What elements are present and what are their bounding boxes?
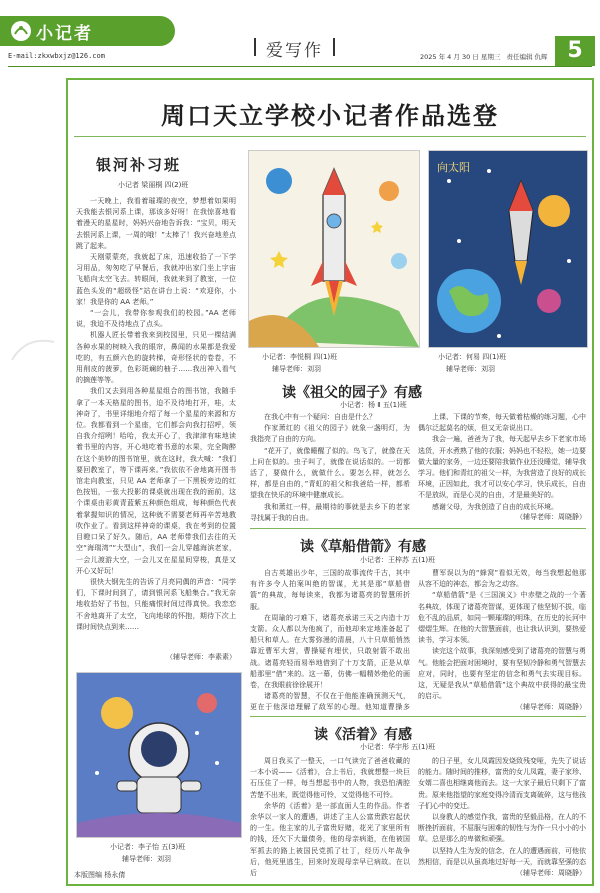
article-3-col-2 xyxy=(418,568,586,700)
paragraph: 的日子里，女儿凤霞因发烧致残变哑，先失了说话的能力。随时间的推移，富贵的女儿凤霞，妻子家珍、女婿二喜也相继离他而去。这一大家子最后只剩下了富贵。原来他指望的家庭变得冷清而支离破碎，这与他孩子们心中的变迁。 xyxy=(418,757,586,810)
header-divider xyxy=(8,66,592,67)
paragraph: “草船借箭”是《三国演义》中赤壁之战的一个著名典故，体现了诸葛亮智谋，更体现了他坚韧不拔，临危不乱的品质，如同一颗璀璨的明珠，在历史的长河中熠熠生辉。在他的大智慧面前，也让我认识到，要热爱读书，学习本领。 xyxy=(418,591,586,645)
drawing-3-author: 小记者：李子怡 五(3)班 xyxy=(110,843,186,851)
paragraph: 很快大钢先生的告诉了月亮同偶的声音：“同学们，下课时间到了，请到银河系飞船集合。”我无奈地收拾好了书包，只能痛恨时间过得真快。我恋恋不舍地离开了太空，飞向地球的怀抱，期待下次上课时间快点到来…… xyxy=(76,577,236,631)
paragraph: 天刚蒙蒙亮，我就起了床，迅速收拾了一下学习用品，匆匆吃了早餐后，我就冲出家门坐上宇宙飞船向太空飞去。转眼间，我就来到了教室，一位蓝色头发的“超级怪”站在讲台上说：“欢迎你，小家！我是你的 AA 老师。” xyxy=(76,253,236,306)
article-3-byline: 小记者：王梓苏 五(1)班 xyxy=(360,556,436,564)
drawing-2-sign: 向太阳 xyxy=(437,161,470,174)
article-2-byline: 小记者：杨 Ⅱ 五(1)班 xyxy=(340,401,407,409)
paragraph: 作家萧红的《祖父的园子》就象一盏明灯，为我指亮了自由的方向。 xyxy=(250,424,410,444)
article-4-tutor: （辅导老师：周晓静） xyxy=(516,869,586,877)
paragraph: 我会一遍，爸爸为了我，每天起早去乡下老家市场选货，开水煮熟了他的衣服；妈妈也不轻松，她一边要做大量的家务，一边还要陪我做作业还没睡觉，辅导我学习。他们和青红的祖父一样，为我营造了良好的成长环境，正因如此，我才可以安心学习，快乐成长，自由不是放纵，而是心灵的自由，才是最美好的。 xyxy=(418,435,586,500)
drawing-3-tutor: 辅导老师：刘羽 xyxy=(122,855,171,863)
paragraph: 曹军误以为的“蜂窝”看似无效，每当我想起他那从容不迫的神态，都会为之动容。 xyxy=(418,569,586,589)
drawing-rocket xyxy=(248,150,420,348)
paragraph: 上课、下课的节奏，每天做着枯燥的练习题，心中偶尔泛起莫名的烦，但又无奈说出口。 xyxy=(418,413,586,433)
title-divider xyxy=(74,136,586,137)
brand-banner xyxy=(0,16,175,46)
email-address: E-mail:zkxwbxjz@126.com xyxy=(8,52,105,60)
paragraph: 诸葛亮的智慧，不仅在于他能准确预测天气，更在于他深谙理解了敌军的心理。他知道曹操多 xyxy=(250,692,410,712)
article-3-col-1 xyxy=(250,568,410,712)
paragraph: 我们又去到用各种星星组合的图书馆，我随手拿了一本天格星的图书，迫不及待地打开，哇，太神奇了，书里详细地介绍了每一个星星的来源和方位。我都看到一个星座，它们都会向我打招呼，领自我介绍咧！哈哈，我太开心了，我津津有味地读着书里的内容，开心地吃着书意的水果，完全陶醉在这个美妙的图书馆里，就在这时，我大喊：“我们要回教室了，等下课再来。”我依依不舍地离开图书馆走向教室，只见 AA 老师拿了一下黑板旁边的红色按钮，一张大投影的课桌就出现在我的面前，这个课桌由彩黄青蓝紫五种颜色组成，每种颜色代表着掌握知识的情况，这种就不需要老师再辛苦地教吹作业了。看到这样神奇的课桌，我在考到的位置目瞪口呆了好久。随后，AA 老师带我们去往的天空“海瑞湾”“大型山”，我们一会儿穿越海滨老家，一会儿渡游大空，一会儿又在星星间穿梭，真是又开心又好玩！ xyxy=(76,387,236,575)
paragraph: 在我心中有一个疑问：自由是什么？ xyxy=(264,413,376,421)
brand-title: 小记者 xyxy=(36,24,93,44)
article-3-tutor: （辅导老师：周晓静） xyxy=(516,703,586,711)
paragraph: “一会儿，我带你参观我们的校园。”AA 老师说，我迫不及待地点了点头。 xyxy=(76,309,236,329)
paragraph: 读完这个故事，我深刻感受到了诸葛亮的智慧与勇气。他能会把面对困境时，要有坚韧冷静和勇气智慧去应对，同时，也要有坚定的信念和勇气去实现目标。这，无疑是我从“草船借箭”这个典故中获得的最宝贵的启示。 xyxy=(418,647,586,700)
paragraph: “花开了，就像睡醒了似的。鸟飞了，就像在天上问在似的。虫子叫了，就像在说话似的。一切都活了，要做什么，就做什么。要怎么样，就怎么样，都是自由的，”青虹的祖父和我爸给一样，都希望我在快乐的环境中健康成长。 xyxy=(250,446,410,500)
article-2-col-2 xyxy=(418,412,586,512)
drawing-astronaut xyxy=(76,672,242,838)
paragraph: 自古英雄出少年，三国的故事流传千古，其中有许多令人拍案叫绝的智谋，尤其是那“草船借箭”的典故，每每读来，我都为诸葛亮的智慧所折服。 xyxy=(250,569,410,611)
paragraph: 机器人匠长带着我来到校园里，只见一棵结满各种水果的树映入我的眼帘，鼻闻的水果都是我爱吃的，有五颜六色的旋转梯，奇形怪状的卷卷，不用削皮的菠萝，色彩斑斓的柚子……我出神入看气的摘莲等等。 xyxy=(76,331,236,385)
paragraph: 以身教人的感觉作我，富贵的坚毅品格，在人的不断挫折面前，不屈服与困难的韧性与为作一只小小的小草。总是那么的卑微和顽强。 xyxy=(418,813,586,844)
article-4-title: 读《活着》有感 xyxy=(314,727,412,743)
editor-text: 责任编辑 仇辉 xyxy=(506,53,548,61)
drawing-1-tutor: 辅导老师：刘羽 xyxy=(272,365,321,373)
paragraph: 周日我买了一整天，一口气读完了爸爸收藏的一本小说——《活着》，合上书后，我就想整一块巨石压住了一样，每当想起书中的人物，我恐怕满腔苦楚不出来，既觉得他可怜，又觉得他不可怜。 xyxy=(250,757,410,799)
article-4-byline: 小记者：华宇彤 五(1)班 xyxy=(360,743,436,751)
drawing-1-author: 小记者：李悦桐 四(1)班 xyxy=(262,353,338,361)
paragraph: 余华的《活着》是一部直面人生的作品。作者余华以一家人的遭遇，讲述了主人公富贵跌宕起伏的一生。他主家的儿子富贵好赌，花光了家里所有的钱，还欠下大量债务，他的母亲病逝，在他被国军抓去的路上被国民党抓了壮丁，经历八年战争后，他死里逃生，回来时发现母亲早已病故。在以后 xyxy=(250,801,410,878)
margin-decoration xyxy=(8,330,60,370)
article-1-body xyxy=(76,196,236,648)
article-3-title: 读《草船借箭》有感 xyxy=(300,539,426,555)
article-4-col-2 xyxy=(418,756,586,866)
paragraph: 在周瑜的刁难下，诸葛亮承诺三天之内造十万支箭。众人都以为他疯了，而他却来定地准备起了船只和草人。在大雾弥漫的清晨，八十只草船悄然靠近曹军大营，曹操疑有埋伏，只敢射箭不敢出战。诸葛亮轻而易举地借到了十万支箭，正是从草船那里“借”来的。这一幕，仿佛一幅精妙绝伦的画卷，在我眼前徐徐展开！ xyxy=(250,613,410,690)
article-1-tutor: （辅导老师：李素素） xyxy=(166,653,236,661)
page-editor: 本版图编 杨永倩 xyxy=(74,871,126,879)
drawing-2-tutor: 辅导老师：刘羽 xyxy=(446,365,495,373)
article-1-title: 银河补习班 xyxy=(96,156,182,174)
section-title: 爱写作 xyxy=(266,36,323,61)
page-number: 5 xyxy=(555,36,595,66)
article-2-title: 读《祖父的园子》有感 xyxy=(282,385,422,401)
paragraph: 我和萧红一样，最期待的事就是去乡下的老家寻找属于我的自由。 xyxy=(250,502,410,522)
page-title: 周口天立学校小记者作品选登 xyxy=(161,102,499,130)
article-1-byline: 小记者 梁丽桐 四(2)班 xyxy=(118,181,189,189)
paragraph: 一天晚上，我看着璀璨的夜空，梦想着如果明天我能去银河系上课，那该多好呀！在我惊喜地看着漫天的星星时，妈妈兴奋地告诉我：“宝贝，明天去银河系上课，一周的哦！”太棒了！我兴奋地差点跳了起来。 xyxy=(76,197,236,250)
paragraph: 感谢父母，为我创造了自由的成长环境。 xyxy=(432,502,558,511)
drawing-2-author: 小记者：何易 四(1)班 xyxy=(438,353,507,361)
newspaper-logo-icon xyxy=(8,19,34,43)
paragraph: 以坚持人生为发的信念，在人的遭遇面前，可他依然相信，而是以从虽高地过好每一天，而就靠坚强的态 xyxy=(418,846,586,866)
article-2-col-1 xyxy=(250,412,410,524)
article-2-tutor: （辅导老师：周晓静） xyxy=(516,513,586,521)
date-text: 2025 年 4 月 30 日 星期三 xyxy=(420,53,501,61)
issue-date xyxy=(420,52,548,61)
drawing-space xyxy=(428,150,588,348)
divider xyxy=(250,716,586,717)
divider xyxy=(250,528,586,529)
article-4-col-1 xyxy=(250,756,410,878)
